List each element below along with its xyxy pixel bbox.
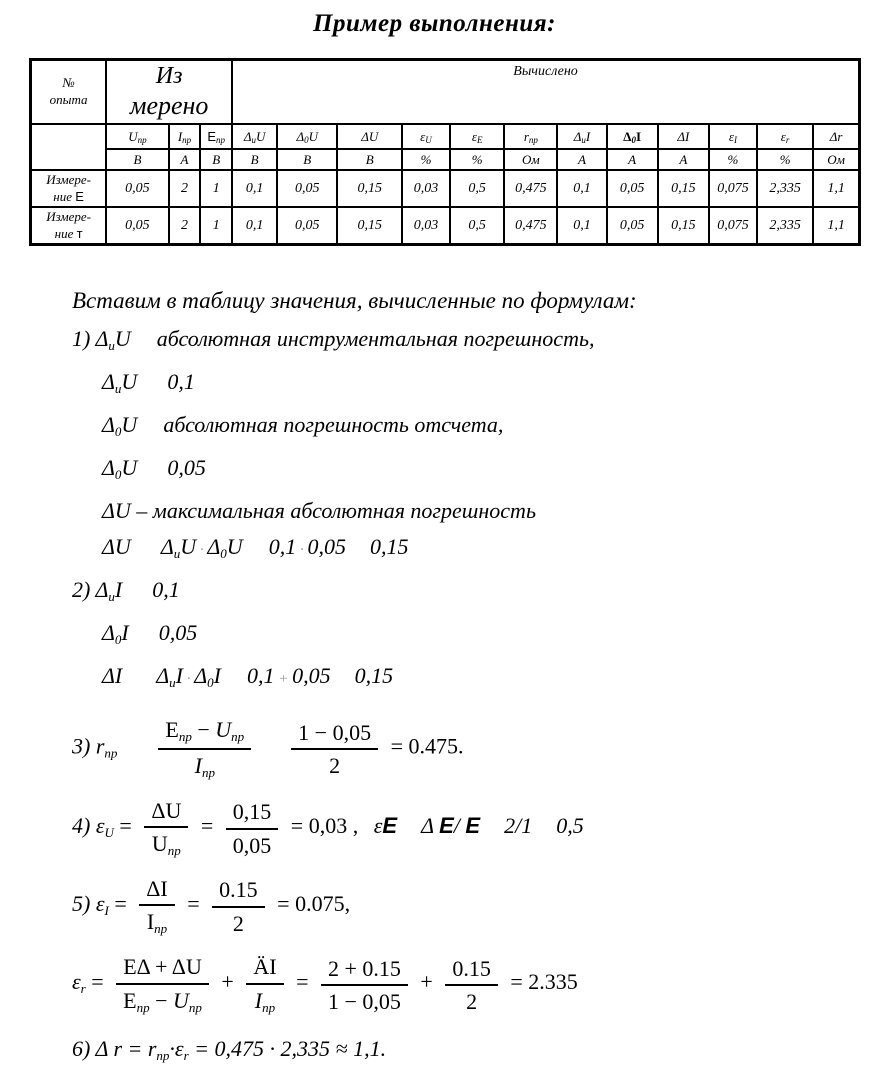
fraction-numerator bbox=[445, 955, 498, 986]
formula-text: 0,05 bbox=[167, 455, 206, 480]
fraction bbox=[158, 716, 251, 781]
formula-text: I bbox=[213, 663, 221, 688]
unit-cell: В bbox=[106, 149, 168, 170]
row-label-bottom bbox=[32, 189, 105, 205]
formula-text: = bbox=[181, 891, 206, 917]
formula-text: I bbox=[121, 620, 129, 645]
formula-text: 0,1 bbox=[268, 534, 297, 559]
symbol-sub: r bbox=[785, 134, 790, 145]
symbol-sub: пр bbox=[216, 134, 226, 145]
unit-cell: В bbox=[200, 149, 232, 170]
formula-text: 0,15 bbox=[232, 799, 272, 825]
formula-text: пр bbox=[188, 999, 202, 1015]
value-cell: 0,03 bbox=[402, 207, 450, 245]
formula-line bbox=[72, 530, 869, 571]
symbol-cell bbox=[232, 124, 277, 149]
unit-cell: А bbox=[658, 149, 709, 170]
formula-text: U bbox=[226, 534, 243, 559]
fraction bbox=[445, 955, 498, 1015]
symbol-post: I bbox=[635, 128, 642, 144]
corner-line: опыта bbox=[49, 92, 88, 107]
formula-text: ΔI bbox=[146, 876, 168, 902]
value-cell: 0,1 bbox=[232, 207, 277, 245]
page-title: Пример выполнения: bbox=[313, 10, 556, 37]
row-label-tail: т bbox=[76, 225, 83, 241]
formula-text: ΔU bbox=[102, 534, 131, 559]
unit-cell: % bbox=[709, 149, 757, 170]
formula-text: r bbox=[95, 733, 105, 759]
symbol-main: ε bbox=[728, 128, 734, 144]
fraction bbox=[291, 719, 378, 779]
symbol-sub: I bbox=[734, 134, 737, 145]
formula-text: + bbox=[414, 969, 439, 995]
formula-text: ε bbox=[72, 969, 81, 995]
symbol-cell bbox=[504, 124, 557, 149]
formula-text: U bbox=[104, 825, 114, 841]
unit-cell: А bbox=[557, 149, 606, 170]
formula-text: = 0,475 · 2,335 ≈ 1,1. bbox=[188, 1035, 387, 1061]
formula-text: ΔU bbox=[151, 797, 182, 823]
formula-text: 4) bbox=[72, 813, 96, 839]
blank-cell bbox=[31, 124, 107, 170]
fraction-denominator bbox=[291, 750, 378, 778]
symbol-post: I bbox=[585, 128, 591, 144]
formula-line bbox=[72, 875, 869, 937]
symbol-sub: E bbox=[476, 134, 483, 145]
unit-cell: Ом bbox=[504, 149, 557, 170]
formula-text: 0,05 bbox=[158, 620, 198, 645]
symbol-main: Δr bbox=[829, 128, 843, 144]
formula-text: r bbox=[183, 1047, 189, 1063]
formula-text: 0,05 bbox=[292, 663, 331, 688]
results-table bbox=[29, 58, 861, 246]
formula-text: · bbox=[169, 1035, 175, 1061]
symbol-sub: пр bbox=[182, 134, 192, 145]
formula-text: ÄI bbox=[253, 954, 277, 980]
formula-text: = 2.335 bbox=[504, 969, 578, 995]
formula-text: 0,1 bbox=[167, 369, 195, 394]
fraction bbox=[226, 798, 279, 858]
formula-text: пр bbox=[154, 921, 168, 937]
symbol-cell bbox=[200, 124, 232, 149]
symbol-cell bbox=[813, 124, 859, 149]
value-cell: 2 bbox=[169, 170, 201, 207]
value-cell: 2,335 bbox=[757, 207, 813, 245]
fraction bbox=[116, 953, 209, 1015]
value-cell: 1 bbox=[200, 207, 232, 245]
fraction-denominator bbox=[144, 828, 188, 859]
value-cell: 0,5 bbox=[450, 170, 504, 207]
symbol-sub: и bbox=[251, 134, 256, 145]
symbol-cell bbox=[402, 124, 450, 149]
intro-text: Вставим в таблицу значения, вычисленные по формулам: bbox=[72, 288, 637, 313]
measured-line: мерено bbox=[129, 90, 209, 120]
value-cell: 0,475 bbox=[504, 170, 557, 207]
value-cell: 0,1 bbox=[557, 170, 606, 207]
fraction-denominator bbox=[445, 986, 498, 1014]
value-cell: 0,075 bbox=[709, 207, 757, 245]
formula-text: I bbox=[194, 752, 202, 778]
formula-text: 0,05 bbox=[232, 832, 272, 858]
formula-text: и bbox=[114, 381, 122, 396]
formula-text: / bbox=[453, 813, 466, 839]
symbol-main: ΔI bbox=[677, 128, 690, 144]
symbol-post: U bbox=[308, 128, 319, 144]
formula-text: = bbox=[113, 813, 138, 839]
value-cell: 0,1 bbox=[232, 170, 277, 207]
formula-text: и bbox=[169, 675, 176, 690]
formula-text: 0.15 bbox=[219, 877, 258, 903]
formula-text: 0 bbox=[114, 424, 122, 439]
formula-text: Δ bbox=[160, 534, 174, 559]
row-label-tail: Е bbox=[75, 188, 84, 204]
symbol-sub: пр bbox=[137, 134, 147, 145]
value-cell: 0,1 bbox=[557, 207, 606, 245]
formula-text: U bbox=[215, 717, 232, 742]
formula-text: + bbox=[274, 671, 293, 687]
symbol-sub: и bbox=[581, 134, 586, 145]
symbol-main: r bbox=[523, 128, 529, 144]
fraction-denominator bbox=[226, 830, 279, 858]
formula-line bbox=[72, 451, 869, 492]
value-cell: 0,475 bbox=[504, 207, 557, 245]
fraction-numerator bbox=[139, 875, 174, 906]
unit-cell: % bbox=[402, 149, 450, 170]
symbol-main: ΔU bbox=[361, 128, 379, 144]
row-label bbox=[31, 207, 107, 245]
value-cell: 1 bbox=[200, 170, 232, 207]
formula-text: Δ bbox=[102, 412, 115, 437]
value-cell: 1,1 bbox=[813, 207, 859, 245]
unit-cell: В bbox=[337, 149, 401, 170]
row-label-top: Измере- bbox=[46, 172, 92, 188]
measured-header bbox=[106, 60, 232, 125]
value-cell: 0,15 bbox=[658, 207, 709, 245]
row-label bbox=[31, 170, 107, 207]
fraction-numerator bbox=[212, 876, 265, 907]
formula-text: 0,05 bbox=[307, 534, 346, 559]
fraction bbox=[246, 953, 283, 1015]
formula-text: − bbox=[149, 987, 174, 1013]
value-cell: 0,15 bbox=[337, 207, 401, 245]
formula-text: 0,15 bbox=[354, 663, 394, 688]
formula-text: пр bbox=[262, 999, 276, 1015]
unit-cell: А bbox=[169, 149, 201, 170]
formula-text: I bbox=[104, 903, 109, 919]
value-cell: 2 bbox=[169, 207, 201, 245]
formula-text: ε bbox=[174, 1035, 184, 1061]
formula-text: 6) bbox=[72, 1035, 96, 1061]
formula-text: 2) bbox=[72, 577, 96, 602]
formula-text: ε bbox=[373, 813, 383, 839]
measured-line: Из bbox=[155, 63, 183, 90]
formula-text: 3) bbox=[72, 733, 96, 759]
formula-text: U bbox=[151, 831, 168, 857]
row-label-pre: ние bbox=[54, 225, 77, 241]
fraction-denominator bbox=[212, 908, 265, 936]
formula-line bbox=[72, 573, 869, 614]
value-cell: 0,05 bbox=[106, 170, 168, 207]
symbol-main: U bbox=[128, 128, 138, 144]
formula-line bbox=[72, 797, 869, 859]
symbol-main: ε bbox=[471, 128, 477, 144]
formula-text: 2 bbox=[232, 910, 244, 936]
formula-text: и bbox=[108, 338, 115, 353]
fraction-numerator bbox=[158, 716, 251, 750]
formula-text: E bbox=[382, 813, 398, 839]
formula-text: пр bbox=[201, 764, 215, 780]
formula-text: абсолютная погрешность отсчета, bbox=[163, 412, 504, 437]
formula-text: Δ bbox=[95, 1035, 114, 1061]
formula-text: ΔU – максимальная абсолютная погрешность bbox=[102, 498, 536, 523]
symbol-main: ε bbox=[780, 128, 786, 144]
formula-text: = bbox=[108, 891, 133, 917]
symbol-sub: U bbox=[425, 134, 432, 145]
symbol-main: E bbox=[207, 128, 217, 144]
symbol-cell bbox=[709, 124, 757, 149]
value-cell: 0,5 bbox=[450, 207, 504, 245]
formula-line bbox=[72, 365, 869, 406]
formulas-section bbox=[72, 288, 869, 1073]
experiment-number-header bbox=[31, 60, 107, 125]
formula-text: 2 bbox=[466, 988, 478, 1014]
formula-text: 0 bbox=[114, 632, 122, 647]
formula-line bbox=[72, 494, 869, 528]
value-cell: 0,05 bbox=[607, 170, 658, 207]
row-label-top: Измере- bbox=[46, 209, 92, 225]
fraction-numerator bbox=[246, 953, 283, 984]
symbol-sub: пр bbox=[528, 134, 538, 145]
formula-text: E bbox=[123, 987, 137, 1013]
formula-text: 2 + 0.15 bbox=[327, 955, 401, 981]
unit-cell: А bbox=[607, 149, 658, 170]
formula-text: 1) bbox=[72, 326, 96, 351]
formula-text: 2 bbox=[329, 752, 341, 778]
formula-text: Δ bbox=[156, 663, 170, 688]
formula-text: U bbox=[121, 369, 138, 394]
formula-text: 0,15 bbox=[369, 534, 409, 559]
fraction-numerator bbox=[321, 955, 408, 986]
formula-text: 2/1 bbox=[504, 813, 533, 839]
formula-text: I bbox=[146, 909, 155, 935]
formula-text: пр bbox=[156, 1047, 170, 1063]
symbol-cell bbox=[169, 124, 201, 149]
formula-text: 0.15 bbox=[452, 955, 491, 981]
symbol-sub: 0 bbox=[631, 134, 636, 145]
formula-text: и bbox=[108, 589, 115, 604]
formula-text: Δ bbox=[95, 577, 109, 602]
formula-text: E bbox=[439, 813, 454, 839]
formula-text: I bbox=[175, 663, 183, 688]
formula-line bbox=[72, 716, 869, 781]
value-cell: 0,05 bbox=[277, 170, 337, 207]
symbol-sub: 0 bbox=[304, 134, 309, 145]
formula-text: Δ bbox=[102, 455, 115, 480]
formula-text: I bbox=[254, 987, 263, 1013]
fraction-numerator bbox=[144, 797, 188, 828]
formula-text: · bbox=[183, 671, 195, 687]
formula-text: Δ bbox=[95, 326, 109, 351]
value-cell: 2,335 bbox=[757, 170, 813, 207]
formula-text: пр bbox=[231, 729, 245, 744]
formula-text: и bbox=[173, 546, 181, 561]
fraction bbox=[212, 876, 265, 936]
unit-cell: В bbox=[232, 149, 277, 170]
formula-text: пр bbox=[136, 999, 150, 1015]
formula-text: 0,5 bbox=[556, 813, 584, 839]
symbol-main: Δ bbox=[243, 128, 252, 144]
formula-text: U bbox=[173, 987, 189, 1013]
symbol-cell bbox=[757, 124, 813, 149]
computed-header: Вычислено bbox=[232, 60, 859, 125]
formula-line bbox=[72, 1032, 869, 1073]
formula-text: ЕΔ + ΔU bbox=[123, 954, 202, 980]
symbol-cell bbox=[106, 124, 168, 149]
formula-text: I bbox=[114, 577, 123, 602]
fraction bbox=[139, 875, 174, 937]
formula-text: r = r bbox=[113, 1035, 157, 1061]
formula-text: 1 − 0,05 bbox=[298, 719, 372, 745]
formula-text: E bbox=[465, 813, 481, 839]
formula-text: абсолютная инструментальная погрешность, bbox=[156, 326, 595, 351]
formula-line bbox=[72, 322, 869, 363]
formula-text: пр bbox=[104, 745, 118, 761]
symbol-main: Δ bbox=[623, 128, 632, 144]
formula-text: ΔI bbox=[102, 663, 123, 688]
formula-text: Δ bbox=[102, 620, 115, 645]
value-cell: 0,05 bbox=[607, 207, 658, 245]
unit-cell: Ом bbox=[813, 149, 859, 170]
value-cell: 0,05 bbox=[106, 207, 168, 245]
value-cell: 0,075 bbox=[709, 170, 757, 207]
fraction-numerator bbox=[291, 719, 378, 750]
symbol-cell bbox=[337, 124, 401, 149]
formula-line bbox=[72, 659, 869, 700]
row-label-pre: ние bbox=[53, 188, 76, 204]
symbol-main: ε bbox=[420, 128, 426, 144]
unit-cell: В bbox=[277, 149, 337, 170]
formula-text: Δ bbox=[102, 369, 115, 394]
fraction bbox=[321, 955, 408, 1015]
symbol-cell bbox=[277, 124, 337, 149]
symbol-post: U bbox=[255, 128, 266, 144]
formula-text: · bbox=[296, 542, 308, 558]
fraction-numerator bbox=[226, 798, 279, 829]
formula-text: r bbox=[80, 981, 86, 997]
value-cell: 0,03 bbox=[402, 170, 450, 207]
formula-text: = bbox=[85, 969, 110, 995]
formula-text: Δ bbox=[194, 663, 208, 688]
formula-text: U bbox=[180, 534, 197, 559]
symbol-cell bbox=[557, 124, 606, 149]
formula-text: Δ bbox=[421, 813, 440, 839]
fraction-denominator bbox=[321, 986, 408, 1014]
formula-text: пр bbox=[178, 729, 192, 744]
formula-text: Δ bbox=[207, 534, 221, 559]
formula-line bbox=[72, 408, 869, 449]
symbol-main: Δ bbox=[573, 128, 582, 144]
value-cell: 1,1 bbox=[813, 170, 859, 207]
formula-lines bbox=[72, 322, 869, 1073]
value-cell: 0,05 bbox=[277, 207, 337, 245]
symbol-cell bbox=[658, 124, 709, 149]
formula-text: 0 bbox=[220, 546, 227, 561]
formula-text: U bbox=[121, 455, 138, 480]
formula-text: ε bbox=[95, 891, 105, 917]
formula-text: 0,1 bbox=[247, 663, 275, 688]
symbol-main: I bbox=[177, 128, 183, 144]
formula-text: E bbox=[165, 717, 179, 742]
formula-text: = 0.475. bbox=[385, 733, 464, 759]
formula-line bbox=[72, 616, 869, 657]
fraction-denominator bbox=[158, 750, 251, 781]
formula-text: 5) bbox=[72, 891, 96, 917]
formula-text: 1 − 0,05 bbox=[327, 988, 401, 1014]
formula-text: − bbox=[191, 717, 216, 742]
formula-text: 0 bbox=[114, 467, 122, 482]
value-cell: 0,15 bbox=[658, 170, 709, 207]
formula-text: 0 bbox=[207, 675, 214, 690]
unit-cell: % bbox=[450, 149, 504, 170]
formula-text: = bbox=[290, 969, 314, 995]
formula-text: ε bbox=[95, 813, 105, 839]
fraction bbox=[144, 797, 188, 859]
row-label-bottom bbox=[32, 226, 105, 242]
corner-line: № bbox=[62, 75, 75, 91]
formula-line bbox=[72, 953, 869, 1015]
formula-text: U bbox=[114, 326, 131, 351]
formula-text: U bbox=[121, 412, 138, 437]
fraction-denominator bbox=[139, 906, 174, 937]
formula-text: = 0,03 , bbox=[285, 813, 364, 839]
formula-text: + bbox=[215, 969, 240, 995]
formula-text: = 0.075, bbox=[271, 891, 351, 917]
formula-text: = bbox=[195, 813, 219, 839]
formula-text: · bbox=[196, 542, 208, 558]
fraction-numerator bbox=[116, 953, 209, 984]
symbol-main: Δ bbox=[296, 128, 305, 144]
formula-text: 0,1 bbox=[152, 577, 180, 602]
formula-text: пр bbox=[167, 843, 181, 859]
symbol-cell bbox=[450, 124, 504, 149]
unit-cell: % bbox=[757, 149, 813, 170]
value-cell: 0,15 bbox=[337, 170, 401, 207]
symbol-cell bbox=[607, 124, 658, 149]
